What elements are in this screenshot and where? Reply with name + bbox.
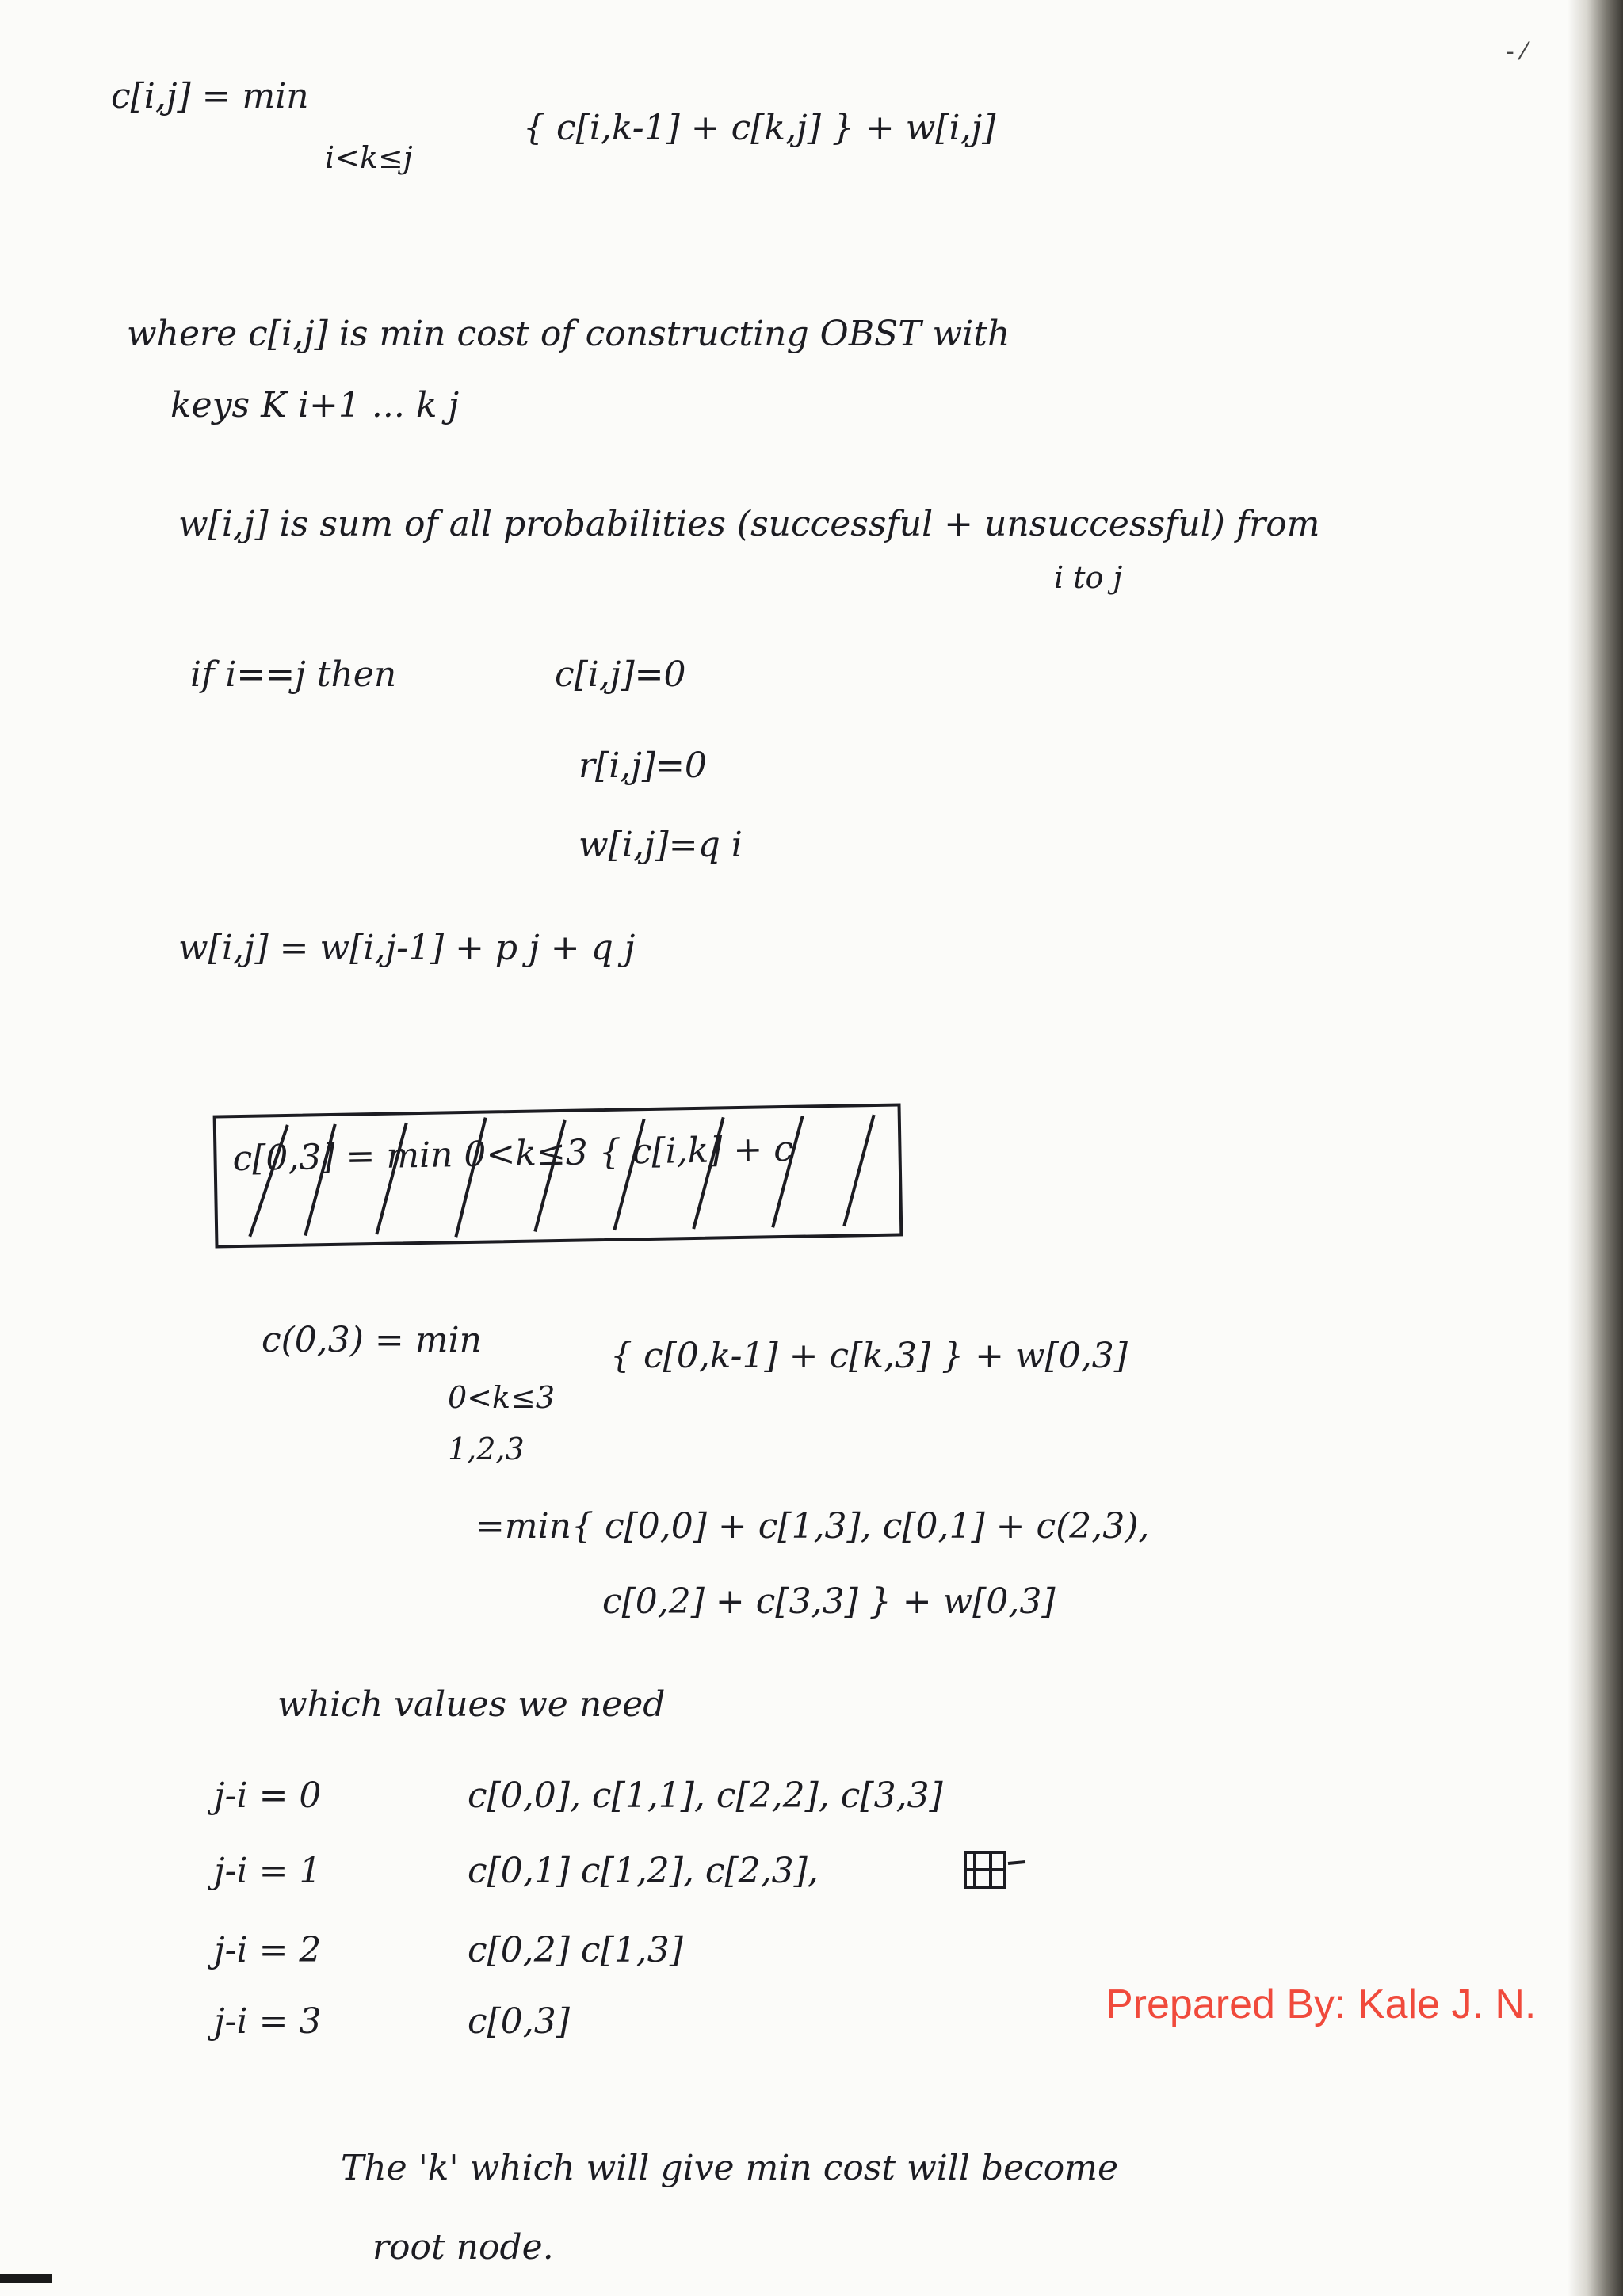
row-label: j-i = 0 — [214, 1775, 322, 1816]
corner-tick-mark: - ⁄ — [1506, 38, 1526, 66]
definition-line-1: where c[i,j] is min cost of constructing OBST with — [127, 314, 1010, 354]
recurrence-lhs: c[i,j] = min — [111, 76, 309, 116]
conclusion-line-2: root node. — [372, 2227, 554, 2267]
struck-out-formula — [213, 1103, 903, 1248]
conclusion-line-1: The 'k' which will give min cost will become — [341, 2148, 1119, 2188]
page-edge-shadow — [1568, 0, 1623, 2296]
definition-line-4: i to j — [1054, 560, 1123, 595]
definition-line-3: w[i,j] is sum of all probabilities (successful + unsuccessful) from — [178, 504, 1320, 544]
row-label: j-i = 3 — [214, 2001, 322, 2042]
example-lhs: c(0,3) = min — [262, 1320, 482, 1360]
struck-text: c[0,3] = min 0<k≤3 { c[i,k] + c — [232, 1128, 794, 1180]
row-values: c[0,0], c[1,1], c[2,2], c[3,3] — [468, 1775, 943, 1816]
recurrence-range: i<k≤j — [325, 140, 413, 175]
weight-formula: w[i,j] = w[i,j-1] + p j + q j — [178, 928, 636, 968]
example-expansion-2: c[0,2] + c[3,3] } + w[0,3] — [602, 1581, 1056, 1622]
row-label: j-i = 2 — [214, 1930, 322, 1970]
example-range: 0<k≤3 — [448, 1380, 556, 1415]
which-values-heading: which values we need — [277, 1684, 666, 1725]
row-values: c[0,3] — [468, 2001, 570, 2042]
example-k-values: 1,2,3 — [448, 1432, 525, 1466]
example-expansion-1: =min{ c[0,0] + c[1,3], c[0,1] + c(2,3), — [475, 1506, 1150, 1547]
page-corner-mark — [0, 2274, 52, 2283]
base-case-r: r[i,j]=0 — [579, 746, 707, 786]
base-case-c: c[i,j]=0 — [555, 654, 686, 695]
definition-line-2: keys K i+1 ... k j — [170, 385, 460, 425]
author-watermark: Prepared By: Kale J. N. — [1106, 1981, 1537, 2027]
base-case-if: if i==j then — [190, 654, 397, 695]
example-body: { c[0,k-1] + c[k,3] } + w[0,3] — [610, 1336, 1128, 1376]
strike-lines — [216, 1107, 900, 1245]
scribbled-out-entry — [959, 1846, 1030, 1894]
base-case-w: w[i,j]=q i — [579, 825, 743, 865]
row-values: c[0,1] c[1,2], c[2,3], — [468, 1851, 819, 1891]
row-label: j-i = 1 — [214, 1851, 322, 1891]
row-values: c[0,2] c[1,3] — [468, 1930, 683, 1970]
recurrence-body: { c[i,k-1] + c[k,j] } + w[i,j] — [523, 108, 996, 148]
